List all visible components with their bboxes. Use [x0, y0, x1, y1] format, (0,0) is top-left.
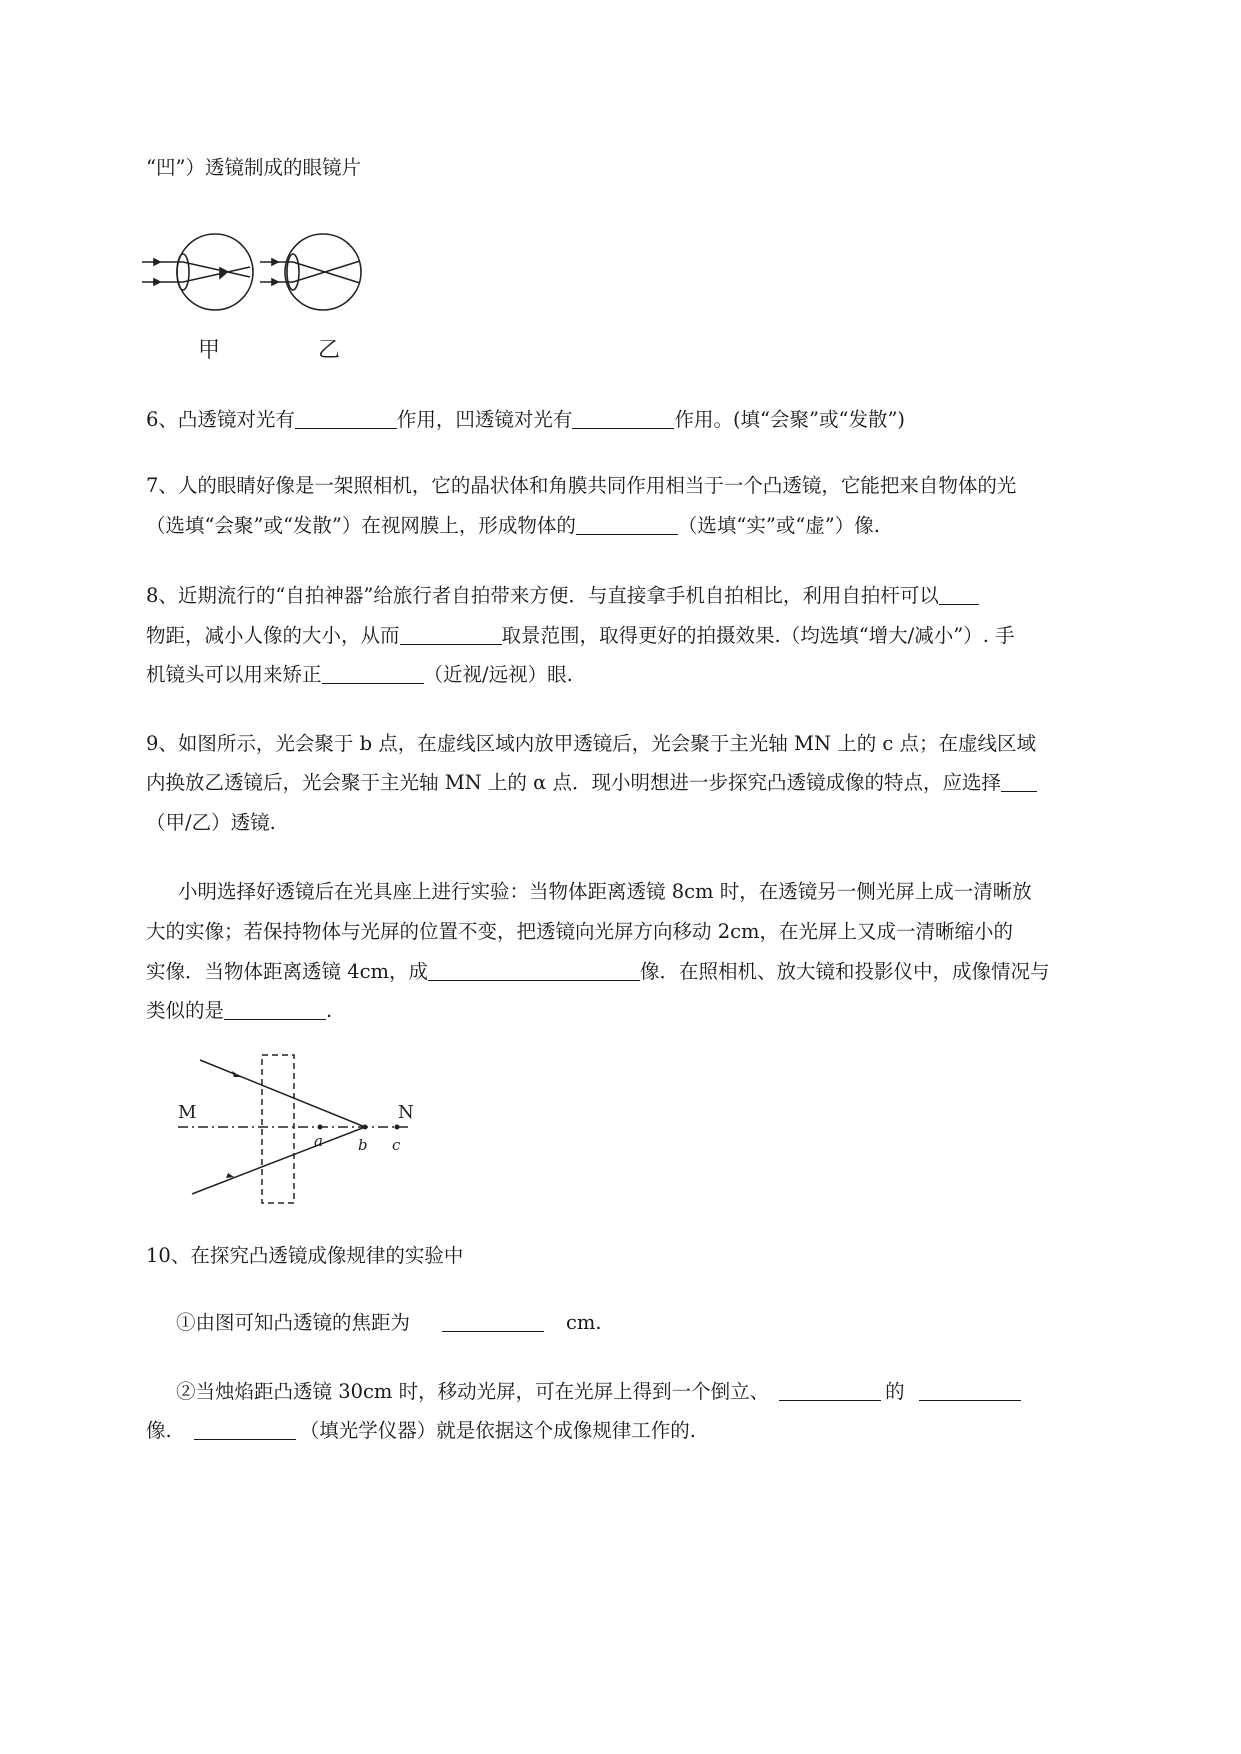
incident-ray-upper	[200, 1060, 365, 1127]
answer-blank[interactable]	[572, 409, 674, 429]
eye-figure-jia	[142, 234, 253, 310]
answer-blank[interactable]	[428, 961, 640, 981]
eye-figure-yi	[260, 234, 361, 310]
eye-label-jia: 甲	[198, 338, 221, 363]
question-10-sub-3: 像. （填光学仪器）就是依据这个成像规律工作的.	[146, 1419, 696, 1442]
point-a	[318, 1125, 323, 1130]
paragraph-line-4: 类似的是 .	[146, 999, 333, 1022]
point-b	[363, 1125, 368, 1130]
label-m: M	[178, 1102, 197, 1123]
label-a: a	[314, 1132, 323, 1150]
eye-diagram	[140, 225, 380, 365]
question-9-line-2: 内换放乙透镜后，光会聚于主光轴 MN 上的 α 点．现小明想进一步探究凸透镜成像的特点，应选择	[146, 771, 1037, 795]
eye-label-yi: 乙	[318, 338, 341, 363]
paragraph-line-2: 大的实像；若保持物体与光屏的位置不变，把透镜向光屏方向移动 2cm，在光屏上又成一清晰缩小的	[146, 920, 1014, 943]
label-b: b	[358, 1136, 368, 1154]
question-8-line-3: 机镜头可以用来矫正 （近视/远视）眼.	[146, 663, 573, 686]
question-7-line-2: （选填“会聚”或“发散”）在视网膜上，形成物体的 （选填“实”或“虚”）像.	[146, 514, 880, 537]
label-n: N	[398, 1102, 414, 1123]
point-c	[395, 1125, 400, 1130]
label-c: c	[392, 1136, 401, 1154]
answer-blank[interactable]	[194, 1420, 296, 1440]
answer-blank[interactable]	[939, 585, 979, 605]
question-9-line-3: （甲/乙）透镜.	[146, 811, 276, 834]
incident-ray-lower	[192, 1127, 365, 1194]
paragraph-line-3: 实像．当物体距离透镜 4cm，成 像．在照相机、放大镜和投影仪中，成像情况与	[146, 960, 1050, 983]
answer-blank[interactable]	[779, 1381, 881, 1401]
answer-blank[interactable]	[400, 625, 502, 645]
question-7-line-1: 7、人的眼睛好像是一架照相机，它的晶状体和角膜共同作用相当于一个凸透镜，它能把来自物体的光	[146, 474, 1017, 497]
lens-diagram	[170, 1050, 430, 1210]
answer-blank[interactable]	[442, 1312, 544, 1332]
question-8-line-1: 8、近期流行的“自拍神器”给旅行者自拍带来方便．与直接拿手机自拍相比，利用自拍杆可以	[146, 584, 979, 608]
question-6: 6、凸透镜对光有 作用，凹透镜对光有 作用。(填“会聚”或“发散”)	[146, 408, 906, 431]
answer-blank[interactable]	[1001, 772, 1037, 792]
question-9-line-1: 9、如图所示，光会聚于 b 点，在虚线区域内放甲透镜后，光会聚于主光轴 MN 上的 c 点；在虚线区域	[146, 732, 1037, 755]
question-8-line-2: 物距，减小人像的大小，从而 取景范围，取得更好的拍摄效果.（均选填“增大/减小”）. 手	[146, 624, 1015, 647]
answer-blank[interactable]	[919, 1381, 1021, 1401]
dashed-lens-region	[262, 1055, 294, 1203]
answer-blank[interactable]	[322, 664, 424, 684]
paragraph-line-1: 小明选择好透镜后在光具座上进行实验：当物体距离透镜 8cm 时，在透镜另一侧光屏上成一清晰放	[178, 880, 1032, 903]
answer-blank[interactable]	[576, 515, 678, 535]
question-10-sub-1: ①由图可知凸透镜的焦距为 cm.	[176, 1311, 602, 1334]
question-10-title: 10、在探究凸透镜成像规律的实验中	[146, 1244, 464, 1267]
answer-blank[interactable]	[224, 1000, 326, 1020]
answer-blank[interactable]	[295, 409, 397, 429]
question-10-sub-2: ②当烛焰距凸透镜 30cm 时，移动光屏，可在光屏上得到一个倒立、 的	[176, 1380, 1021, 1404]
text-line-intro: “凹”）透镜制成的眼镜片	[146, 156, 361, 179]
